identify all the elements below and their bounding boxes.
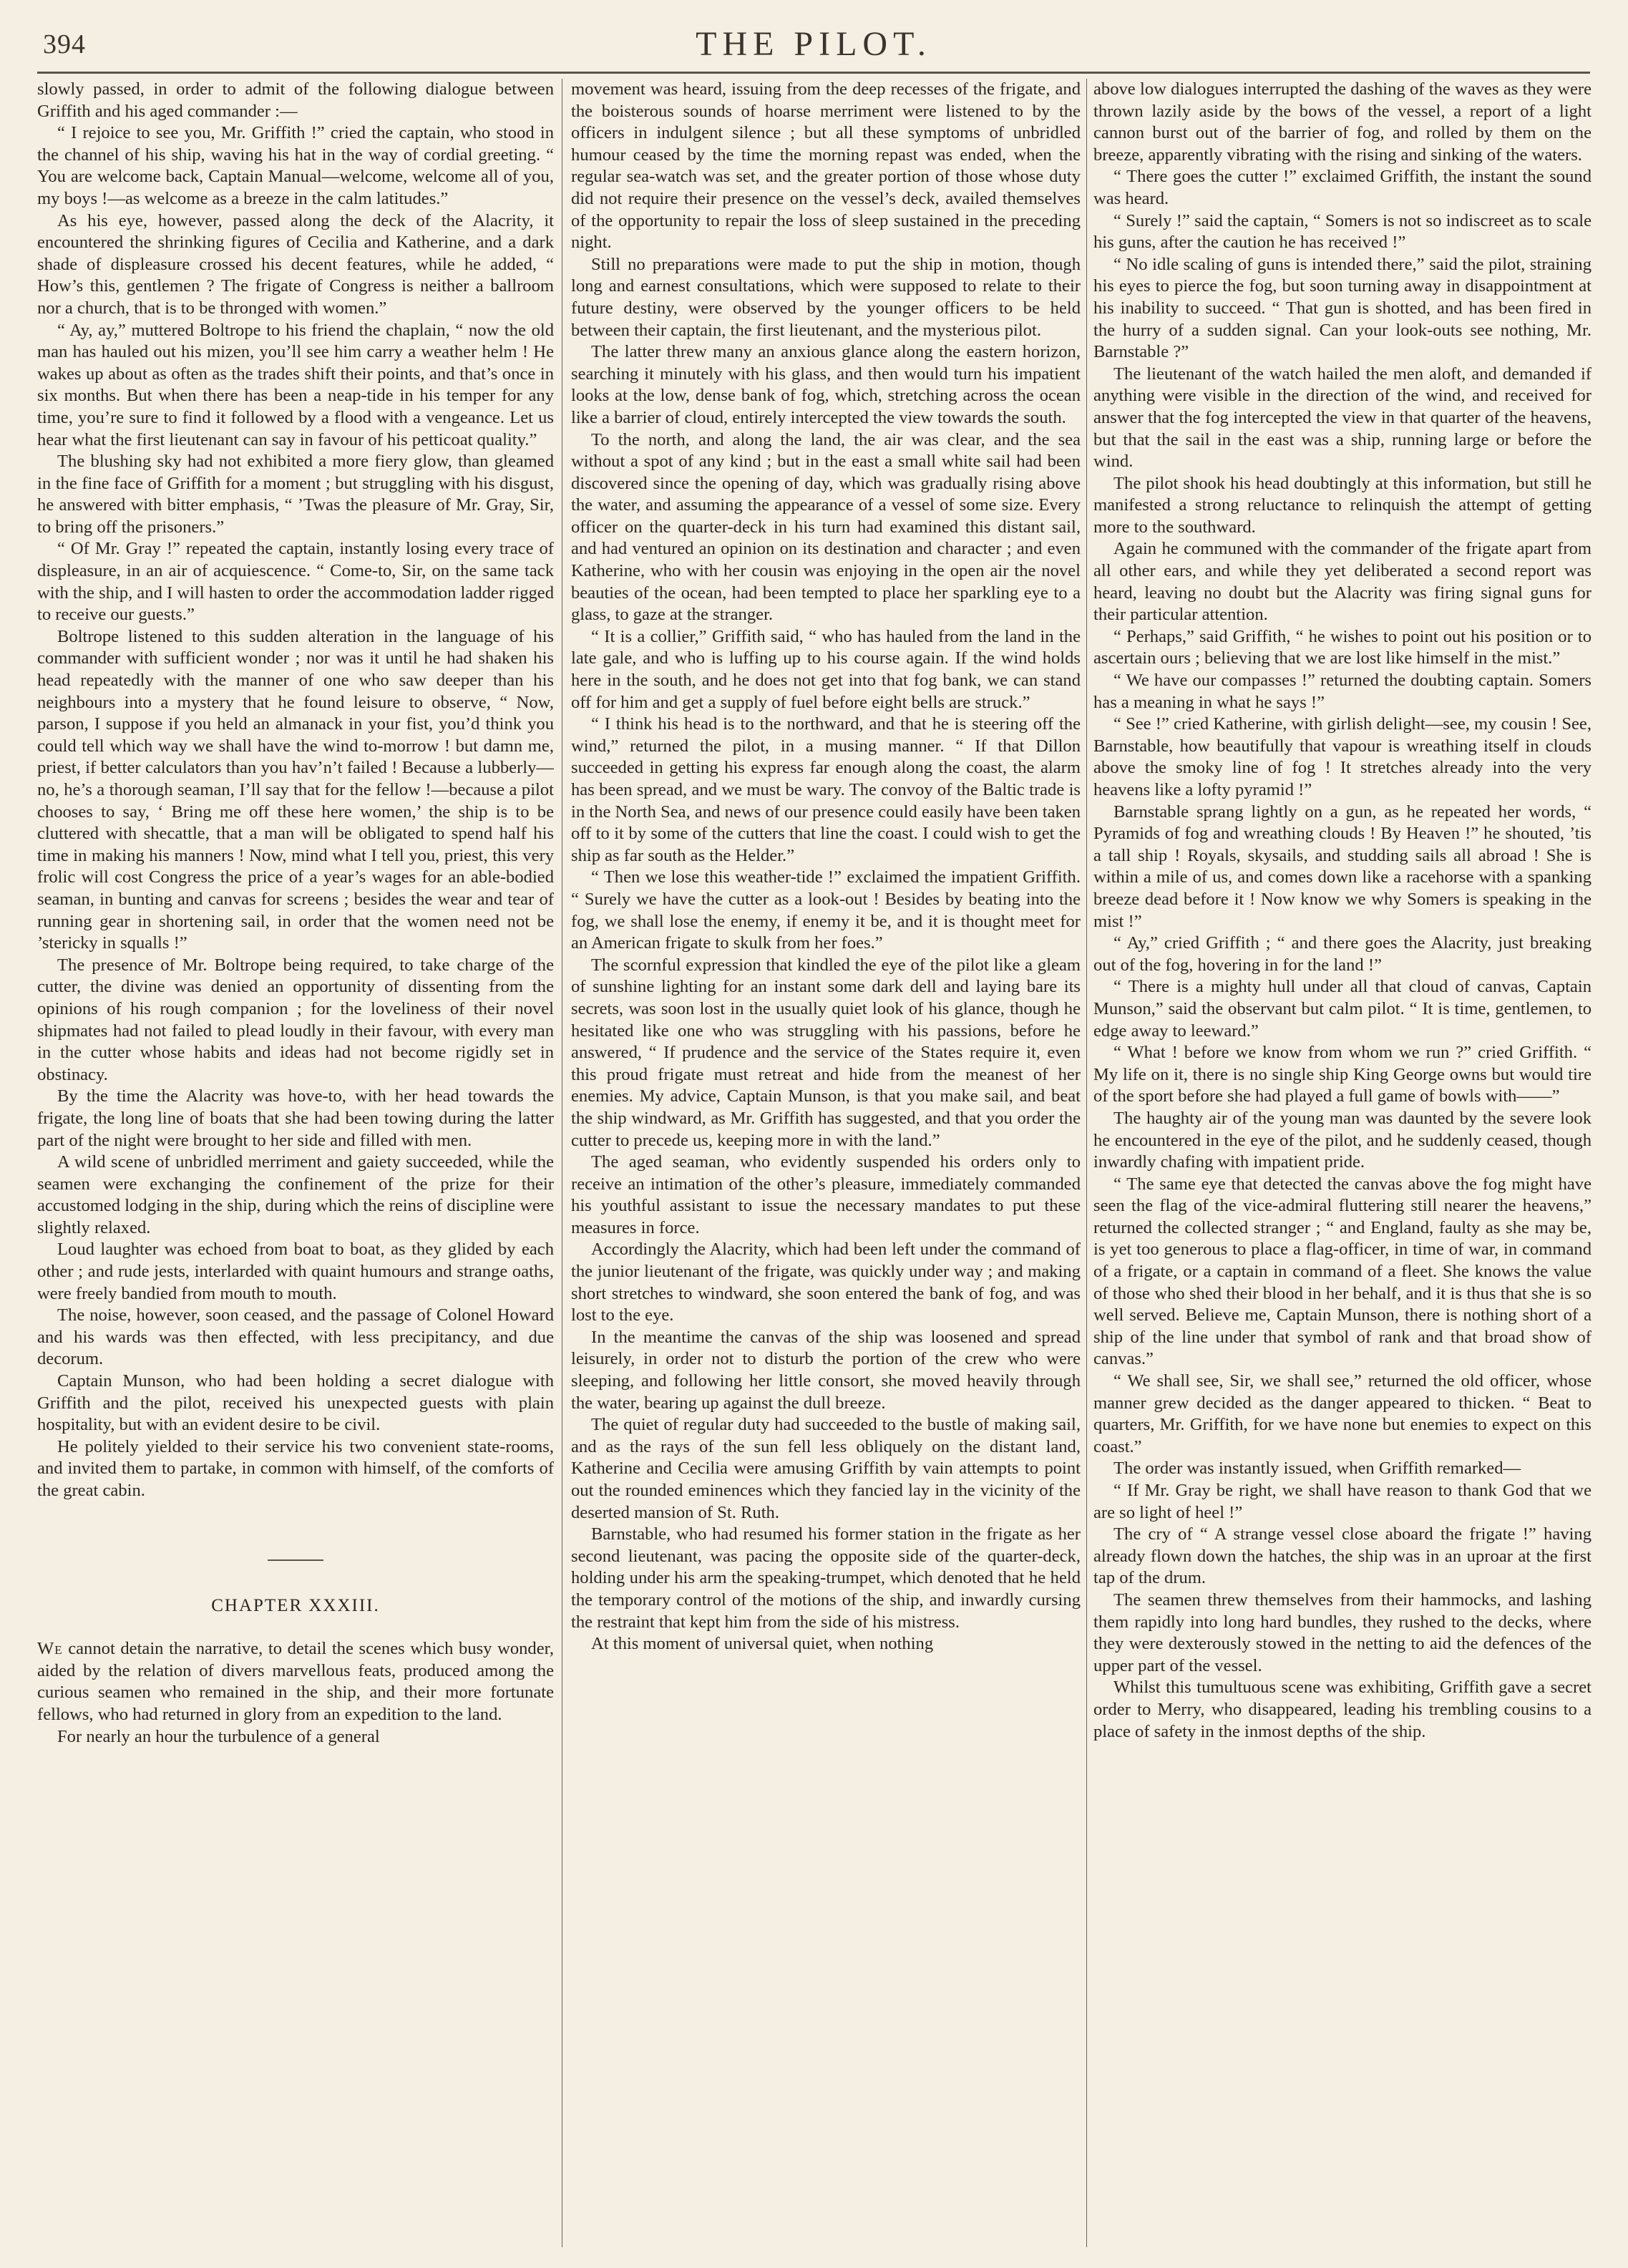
paragraph: “ It is a collier,” Griffith said, “ who has hauled from the land in the late gale, and who is luffing up to his course again. If the wind holds here in the south, and he does not get into that fog bank, we can stand off for him and get a supply of fuel before eight bells are struck.” xyxy=(571,626,1081,712)
paragraph: “ Then we lose this weather-tide !” exclaimed the impatient Griffith. “ Surely we have the cutter as a look-out ! Besides by beating into the fog, we shall lose the enemy, if enemy it be, and it is thought meet for an American frigate to skulk from her foes.” xyxy=(571,867,1081,953)
paragraph: Accordingly the Alacrity, which had been left under the command of the junior lieutenant of the frigate, was quickly under way ; and making short stretches to windward, she soon entered the bank of fog, and was lost to the eye. xyxy=(571,1240,1081,1325)
paragraph: Barnstable, who had resumed his former station in the frigate as her second lieutenant, was pacing the opposite side of the quarter-deck, holding under his arm the speaking-trumpet, which denoted that he held the temporary control of the motions of the ship, and inwardly cursing the restraint that kept him from the side of his mistress. xyxy=(571,1524,1081,1632)
paragraph: The pilot shook his head doubtingly at this information, but still he manifested a strong reluctance to relinquish the attempt of getting more to the southward. xyxy=(1093,473,1592,537)
paragraph: “ We shall see, Sir, we shall see,” returned the old officer, whose manner grew decided as the danger appeared to thicken. “ Beat to quarters, Mr. Griffith, for we have none but enemies to expect on this coast.” xyxy=(1093,1371,1592,1456)
text-column-1 xyxy=(37,79,554,2247)
paragraph: The haughty air of the young man was daunted by the severe look he encountered in the eye of the pilot, and he suddenly ceased, though inwardly chafing with impatient pride. xyxy=(1093,1108,1592,1172)
paragraph: “ If Mr. Gray be right, we shall have reason to thank God that we are so light of heel !” xyxy=(1093,1481,1592,1522)
paragraph: For nearly an hour the turbulence of a general xyxy=(57,1726,380,1746)
paragraph: “ There goes the cutter !” exclaimed Griffith, the instant the sound was heard. xyxy=(1093,167,1592,208)
paragraph: The seamen threw themselves from their hammocks, and lashing them rapidly into long hard bundles, they rushed to the decks, where they were dexterously stowed in the netting to aid the defences of the upper part of the vessel. xyxy=(1093,1590,1592,1675)
text-column-3 xyxy=(1093,79,1592,2247)
chapter-separator-rule xyxy=(268,1559,323,1561)
column-1-paragraphs xyxy=(37,79,554,1502)
paragraph: The latter threw many an anxious glance along the eastern horizon, searching it minutely with his glass, and then would turn his impatient looks at the low, dense bank of fog, which, stretching across the ocean like a barrier of cloud, entirely intercepted the view towards the south. xyxy=(571,342,1081,427)
column-divider xyxy=(1086,79,1087,2247)
running-head: THE PILOT. xyxy=(696,25,932,63)
paragraph: “ Ay, ay,” muttered Boltrope to his friend the chaplain, “ now the old man has hauled out his mizen, you’ll see him carry a weather helm ! He wakes up about as often as the trades shift their points, and that’s once in six months. But when there has been a neap-tide in his temper for any time, you’re sure to find it followed by a flood with a vengeance. Let us hear what the first lieutenant can say in favour of his petticoat quality.” xyxy=(37,320,554,449)
page-header xyxy=(37,19,1590,69)
paragraph: Captain Munson, who had been holding a secret dialogue with Griffith and the pilot, received his unexpected guests with plain hospitality, but with an evident desire to be civil. xyxy=(37,1371,554,1435)
header-rule xyxy=(37,72,1590,74)
paragraph: The presence of Mr. Boltrope being required, to take charge of the cutter, the divine was denied an opportunity of dissenting from the opinions of his rough companion ; for the loveliness of their novel shipmates had not failed to plead loudly in their favour, with every man in the cutter whose habits and ideas had not become rigidly set in obstinacy. xyxy=(37,955,554,1084)
chapter-opening-word: We xyxy=(37,1639,63,1659)
paragraph: By the time the Alacrity was hove-to, with her head towards the frigate, the long line of boats that she had been towing during the latter part of the night were brought to her side and filled with men. xyxy=(37,1086,554,1150)
paragraph: “ Of Mr. Gray !” repeated the captain, instantly losing every trace of displeasure, in an air of acquiescence. “ Come-to, Sir, on the same tack with the ship, and I will hasten to order the accommodation ladder rigged to receive our guests.” xyxy=(37,539,554,625)
paragraph: “ I think his head is to the northward, and that he is steering off the wind,” returned the pilot, in a musing manner. “ If that Dillon succeeded in getting his express far enough along the coast, the alarm has been spread, and we must be wary. The convoy of the Baltic trade is in the North Sea, and news of our presence could easily have been taken off to it by some of the cutters that line the coast. I could wish to get the ship as far south as the Helder.” xyxy=(571,714,1081,865)
paragraph: To the north, and along the land, the air was clear, and the sea without a spot of any kind ; but in the east a small white sail had been discovered since the opening of day, which was gradually rising above the water, and assuming the appearance of a vessel of some size. Every officer on the quarter-deck in his turn had examined this distant sail, and had ventured an opinion on its destination and character ; and even Katherine, who with her cousin was enjoying in the open air the novel beauties of the ocean, had been tempted to place her sparkling eye to a glass, to gaze at the stranger. xyxy=(571,429,1081,625)
paragraph: In the meantime the canvas of the ship was loosened and spread leisurely, in order not to disturb the portion of the crew who were sleeping, and following her little consort, she moved heavily through the water, bearing up against the dull breeze. xyxy=(571,1327,1081,1413)
paragraph: Again he communed with the commander of the frigate apart from all other ears, and while they yet deliberated a second report was heard, leaving no doubt but the Alacrity was firing signal guns for their particular attention. xyxy=(1093,539,1592,625)
paragraph: “ We have our compasses !” returned the doubting captain. Somers has a meaning in what he says !” xyxy=(1093,671,1592,712)
paragraph: “ There is a mighty hull under all that cloud of canvas, Captain Munson,” said the observant but calm pilot. “ It is time, gentlemen, to edge away to leeward.” xyxy=(1093,977,1592,1041)
paragraph: “ What ! before we know from whom we run ?” cried Griffith. “ My life on it, there is no single ship King George owns but would tire of the sport before she had played a full game of bowls with——” xyxy=(1093,1043,1592,1106)
paragraph: “ The same eye that detected the canvas above the fog might have seen the flag of the vice-admiral fluttering still nearer the heavens,” returned the collected stranger ; “ and England, faulty as she may be, is yet too generous to place a flag-officer, in time of war, in command of a frigate, or a captain in command of a fleet. She knows the value of those who shed their blood in her behalf, and it is thus that she is so well served. Believe me, Captain Munson, there is nothing short of a ship of the line under that symbol of rank and that broad show of canvas.” xyxy=(1093,1174,1592,1369)
paragraph: Still no preparations were made to put the ship in motion, though long and earnest consultations, which were supposed to relate to their future destiny, were observed by the younger officers to be held between their captain, the first lieutenant, and the mysterious pilot. xyxy=(571,254,1081,340)
chapter-opening-paragraph xyxy=(37,1638,554,1726)
paragraph: “ See !” cried Katherine, with girlish delight—see, my cousin ! See, Barnstable, how beautifully that vapour is wreathing itself in clouds above the smoky line of fog ! It stretches already into the very heavens like a lofty pyramid !” xyxy=(1093,714,1592,799)
paragraph: “ I rejoice to see you, Mr. Griffith !” cried the captain, who stood in the channel of his ship, waving his hat in the way of cordial greeting. “ You are welcome back, Captain Manual—welcome, welcome all of you, my boys !—as welcome as a breeze in the calm latitudes.” xyxy=(37,123,554,208)
chapter-opening-text: cannot detain the narrative, to detail the scenes which busy wonder, aided by the relation of divers marvellous feats, produced among the curious seamen who remained in the ship, and their more fortunate fellows, who had returned in glory from an expedition to the land. xyxy=(37,1639,554,1724)
paragraph: movement was heard, issuing from the deep recesses of the frigate, and the boisterous sounds of hoarse merriment were listened to by the officers in indulgent silence ; but all these symptoms of unbridled humour ceased by the time the morning repast was ended, when the regular sea-watch was set, and the greater portion of those whose duty did not require their presence on the vessel’s deck, availed themselves of the opportunity to repair the loss of sleep sustained in the preceding night. xyxy=(571,79,1081,253)
paragraph: The noise, however, soon ceased, and the passage of Colonel Howard and his wards was then effected, with less precipitancy, and due decorum. xyxy=(37,1305,554,1369)
paragraph: “ Surely !” said the captain, “ Somers is not so indiscreet as to scale his guns, after the caution he has received !” xyxy=(1093,210,1592,253)
text-column-2 xyxy=(571,79,1081,2247)
paragraph: The scornful expression that kindled the eye of the pilot like a gleam of sunshine lighting for an instant some dark dell and laying bare its secrets, was soon lost in the usually quiet look of his glance, though he hesitated like one who was struggling with his passions, before he answered, “ If prudence and the service of the States require it, even this proud frigate must retreat and hide from the meanest of her enemies. My advice, Captain Munson, is that you make sail, and beat the ship windward, as Mr. Griffith has suggested, and that you order the cutter to precede us, keeping more in with the land.” xyxy=(571,955,1081,1150)
paragraph: The blushing sky had not exhibited a more fiery glow, than gleamed in the fine face of Griffith for a moment ; but struggling with his disgust, he answered with bitter emphasis, “ ’Twas the pleasure of Mr. Gray, Sir, to bring off the prisoners.” xyxy=(37,452,554,537)
paragraph: Loud laughter was echoed from boat to boat, as they glided by each other ; and rude jests, interlarded with quaint humours and strange oaths, were freely bandied from mouth to mouth. xyxy=(37,1240,554,1303)
paragraph: Boltrope listened to this sudden alteration in the language of his commander with sufficient wonder ; nor was it until he had shaken his head repeatedly with the manner of one who saw deeper than his neighbours into a mystery that he found leisure to observe, “ Now, parson, I suppose if you held an almanack in your fist, you’d think you could tell which way we shall have the wind to-morrow ! but damn me, priest, if better calculators than you hav’n’t failed ! Because a lubberly—no, he’s a thorough seaman, I’ll say that for the fellow !—because a pilot chooses to say, ‘ Bring me off these here women,’ the ship is to be cluttered with shecattle, that a man will be obligated to spend half his time in making his manners ! Now, mind what I tell you, priest, this very frolic will cost Congress the price of a year’s wages for an able-bodied seaman, in bunting and canvas for screens ; besides the wear and tear of running gear in shortening sail, in order that the women need not be ’stericky in squalls !” xyxy=(37,626,554,953)
paragraph: slowly passed, in order to admit of the following dialogue between Griffith and his aged commander :— xyxy=(37,79,554,121)
page-number: 394 xyxy=(43,29,86,59)
paragraph: “ Perhaps,” said Griffith, “ he wishes to point out his position or to ascertain ours ; believing that we are lost like himself in the mist.” xyxy=(1093,626,1592,668)
paragraph: The quiet of regular duty had succeeded to the bustle of making sail, and as the rays of the sun fell less obliquely on the distant land, Katherine and Cecilia were amusing Griffith by vain attempts to point out the rounded eminences which they fancied lay in the vicinity of the deserted mansion of St. Ruth. xyxy=(571,1415,1081,1522)
paragraph: The cry of “ A strange vessel close aboard the frigate !” having already flown down the hatches, the ship was in an uproar at the first tap of the drum. xyxy=(1093,1524,1592,1588)
paragraph: A wild scene of unbridled merriment and gaiety succeeded, while the seamen were exchanging the confinement of the prize for their accustomed lodging in the ship, during which the reins of discipline were slightly relaxed. xyxy=(37,1152,554,1237)
paragraph: He politely yielded to their service his two convenient state-rooms, and invited them to partake, in common with himself, of the comforts of the great cabin. xyxy=(37,1436,554,1500)
paragraph: above low dialogues interrupted the dashing of the waves as they were thrown lazily aside by the bows of the vessel, a report of a light cannon burst out of the barrier of fog, and rolled by them on the breeze, apparently vibrating with the rising and sinking of the waters. xyxy=(1093,79,1592,165)
paragraph: “ No idle scaling of guns is intended there,” said the pilot, straining his eyes to pierce the fog, but soon turning away in disappointment at his inability to succeed. “ That gun is shotted, and has been fired in the hurry of a sudden signal. Can your look-outs see nothing, Mr. Barnstable ?” xyxy=(1093,254,1592,362)
paragraph: Whilst this tumultuous scene was exhibiting, Griffith gave a secret order to Merry, who disappeared, leading his trembling cousins to a place of safety in the inmost depths of the ship. xyxy=(1093,1678,1592,1741)
paragraph: The order was instantly issued, when Griffith remarked— xyxy=(1113,1459,1521,1479)
paragraph: As his eye, however, passed along the deck of the Alacrity, it encountered the shrinking figures of Cecilia and Katherine, and a dark shade of displeasure crossed his decent features, while he added, “ How’s this, gentlemen ? The frigate of Congress is neither a ballroom nor a church, that is to be thronged with women.” xyxy=(37,210,554,318)
paragraph: The aged seaman, who evidently suspended his orders only to receive an intimation of the other’s pleasure, immediately commanded his youthful assistant to issue the necessary mandates to put these measures in force. xyxy=(571,1152,1081,1237)
paragraph: “ Ay,” cried Griffith ; “ and there goes the Alacrity, just breaking out of the fog, hovering in for the land !” xyxy=(1093,933,1592,975)
paragraph: At this moment of universal quiet, when nothing xyxy=(591,1634,934,1654)
paragraph: Barnstable sprang lightly on a gun, as he repeated her words, “ Pyramids of fog and wreathing clouds ! By Heaven !” he shouted, ’tis a tall ship ! Royals, skysails, and studding sails all abroad ! She is within a mile of us, and comes down like a racehorse with a spanking breeze dead before it ! Now know we why Somers is speaking in the mist !” xyxy=(1093,802,1592,931)
chapter-heading: CHAPTER XXXIII. xyxy=(211,1595,380,1615)
paragraph: The lieutenant of the watch hailed the men aloft, and demanded if anything were visible in the direction of the wind, and received for answer that the fog intercepted the view in that quarter of the heavens, but that the sail in the east was a ship, running large or before the wind. xyxy=(1093,364,1592,472)
